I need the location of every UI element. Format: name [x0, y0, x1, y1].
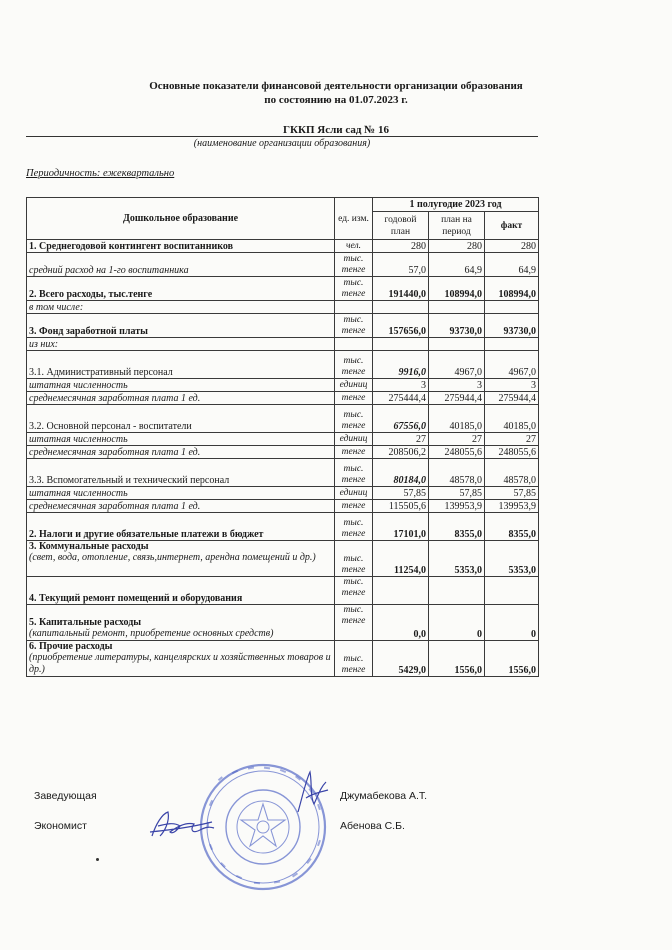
row-fact	[485, 577, 539, 605]
row-annual: 191440,0	[373, 277, 429, 301]
row-unit: тыс. тенге	[335, 513, 373, 541]
ink-dot	[96, 858, 99, 861]
row-fact: 139953,9	[485, 500, 539, 513]
row-label-block	[27, 605, 335, 641]
financial-indicators-table	[26, 197, 539, 677]
row-fact: 1556,0	[485, 641, 539, 677]
row-plan: 0	[429, 605, 485, 641]
row-plan: 1556,0	[429, 641, 485, 677]
table-row	[27, 392, 539, 405]
row-fact: 248055,6	[485, 446, 539, 459]
row-fact: 93730,0	[485, 314, 539, 338]
row-annual: 5429,0	[373, 641, 429, 677]
row-annual: 57,85	[373, 487, 429, 500]
table-row	[27, 446, 539, 459]
row-annual: 27	[373, 433, 429, 446]
row-label: 3.1. Административный персонал	[27, 351, 335, 379]
header-annual-plan: годовой план	[373, 212, 429, 240]
table-row	[27, 500, 539, 513]
row-fact: 64,9	[485, 253, 539, 277]
row-fact: 5353,0	[485, 541, 539, 577]
row-annual: 280	[373, 240, 429, 253]
row-unit: тыс. тенге	[335, 351, 373, 379]
organization-caption: (наименование организации образования)	[193, 138, 371, 149]
row-plan: 4967,0	[429, 351, 485, 379]
row-unit: единиц	[335, 433, 373, 446]
row-plan: 5353,0	[429, 541, 485, 577]
table-row	[27, 487, 539, 500]
table-row	[27, 605, 539, 641]
row-label: штатная численность	[27, 379, 335, 392]
row-label: 4. Текущий ремонт помещений и оборудования	[27, 577, 335, 605]
table-row	[27, 240, 539, 253]
header-unit: ед. изм.	[335, 198, 373, 240]
table-row	[27, 459, 539, 487]
table-row	[27, 577, 539, 605]
row-fact: 108994,0	[485, 277, 539, 301]
row-unit: тенге	[335, 446, 373, 459]
row-plan: 64,9	[429, 253, 485, 277]
row-label: среднемесячная заработная плата 1 ед.	[27, 392, 335, 405]
row-plan: 275944,4	[429, 392, 485, 405]
row-annual	[373, 577, 429, 605]
row-plan: 8355,0	[429, 513, 485, 541]
row-plan: 93730,0	[429, 314, 485, 338]
economist-role-label: Экономист	[34, 820, 87, 832]
row-annual: 67556,0	[373, 405, 429, 433]
row-annual: 11254,0	[373, 541, 429, 577]
row-plan: 248055,6	[429, 446, 485, 459]
row-label: штатная численность	[27, 487, 335, 500]
head-name-label: Джумабекова А.Т.	[340, 790, 428, 802]
row-unit: тыс. тенге	[335, 314, 373, 338]
document-title-line2: по состоянию на 01.07.2023 г.	[264, 94, 408, 106]
row-unit: тыс. тенге	[335, 641, 373, 677]
header-period-plan: план на период	[429, 212, 485, 240]
row-annual: 208506,2	[373, 446, 429, 459]
table-row	[27, 379, 539, 392]
row-label: 3.2. Основной персонал - воспитатели	[27, 405, 335, 433]
row-annual: 9916,0	[373, 351, 429, 379]
organization-name: ГККП Ясли сад № 16	[283, 124, 389, 136]
row-unit: единиц	[335, 379, 373, 392]
row-label: 1. Среднегодовой контингент воспитанников	[27, 240, 335, 253]
row-unit: тенге	[335, 500, 373, 513]
row-fact: 27	[485, 433, 539, 446]
row-fact: 280	[485, 240, 539, 253]
row-fact: 57,85	[485, 487, 539, 500]
row-annual: 3	[373, 379, 429, 392]
row-unit: тыс. тенге	[335, 541, 373, 577]
row-annual: 157656,0	[373, 314, 429, 338]
table-row	[27, 513, 539, 541]
table-row	[27, 541, 539, 577]
row-fact: 8355,0	[485, 513, 539, 541]
header-category: Дошкольное образование	[27, 198, 335, 240]
row-plan: 280	[429, 240, 485, 253]
row-label: среднемесячная заработная плата 1 ед.	[27, 500, 335, 513]
row-plan: 108994,0	[429, 277, 485, 301]
row-label: 2. Всего расходы, тыс.тенге	[27, 277, 335, 301]
row-fact: 4967,0	[485, 351, 539, 379]
head-role-label: Заведующая	[34, 790, 97, 802]
row-sublabel: (свет, вода, отопление, связь,интернет, арендна помещений и др.)	[29, 552, 316, 563]
organization-underline	[26, 136, 538, 137]
row-sublabel: (приобретение литературы, канцелярских и хозяйственных товаров и др.)	[29, 652, 331, 675]
row-plan: 57,85	[429, 487, 485, 500]
row-fact: 48578,0	[485, 459, 539, 487]
table-row	[27, 405, 539, 433]
row-annual: 57,0	[373, 253, 429, 277]
row-label: средний расход на 1-го воспитанника	[27, 253, 335, 277]
row-annual: 115505,6	[373, 500, 429, 513]
row-label: 3. Коммунальные расходы	[29, 541, 149, 552]
row-plan: 3	[429, 379, 485, 392]
row-label: 6. Прочие расходы	[29, 641, 113, 652]
row-annual: 17101,0	[373, 513, 429, 541]
table-row	[27, 351, 539, 379]
row-label: 2. Налоги и другие обязательные платежи в бюджет	[27, 513, 335, 541]
row-label-block	[27, 541, 335, 577]
row-fact: 3	[485, 379, 539, 392]
row-unit: чел.	[335, 240, 373, 253]
table-row	[27, 253, 539, 277]
row-plan	[429, 577, 485, 605]
row-label: штатная численность	[27, 433, 335, 446]
row-label: из них:	[27, 338, 335, 351]
row-label: в том числе:	[27, 301, 335, 314]
document-title-line1: Основные показатели финансовой деятельности организации образования	[149, 80, 523, 92]
row-annual: 275444,4	[373, 392, 429, 405]
row-label: среднемесячная заработная плата 1 ед.	[27, 446, 335, 459]
row-unit: тыс. тенге	[335, 405, 373, 433]
economist-signature-icon	[148, 808, 218, 842]
table-row	[27, 338, 539, 351]
header-fact: факт	[485, 212, 539, 240]
row-fact: 0	[485, 605, 539, 641]
row-unit: тыс. тенге	[335, 459, 373, 487]
row-plan: 40185,0	[429, 405, 485, 433]
row-annual: 0,0	[373, 605, 429, 641]
table-row	[27, 641, 539, 677]
row-unit: тенге	[335, 392, 373, 405]
row-label: 3. Фонд заработной платы	[27, 314, 335, 338]
row-unit: тыс. тенге	[335, 577, 373, 605]
row-label: 3.3. Вспомогательный и технический персонал	[27, 459, 335, 487]
row-unit: тыс. тенге	[335, 605, 373, 641]
row-label-block	[27, 641, 335, 677]
header-period: 1 полугодие 2023 год	[373, 198, 539, 212]
table-row	[27, 277, 539, 301]
row-unit: единиц	[335, 487, 373, 500]
table-row	[27, 301, 539, 314]
row-plan: 48578,0	[429, 459, 485, 487]
row-annual: 80184,0	[373, 459, 429, 487]
row-fact: 275944,4	[485, 392, 539, 405]
row-fact: 40185,0	[485, 405, 539, 433]
row-sublabel: (капитальный ремонт, приобретение основных средств)	[29, 628, 274, 639]
table-row	[27, 314, 539, 338]
row-plan: 27	[429, 433, 485, 446]
row-label: 5. Капитальные расходы	[29, 617, 142, 628]
row-unit: тыс. тенге	[335, 253, 373, 277]
table-row	[27, 433, 539, 446]
head-signature-icon	[292, 768, 332, 818]
periodicity-label: Периодичность: ежеквартально	[26, 168, 175, 179]
economist-name-label: Абенова С.Б.	[340, 820, 405, 832]
row-plan: 139953,9	[429, 500, 485, 513]
row-unit: тыс. тенге	[335, 277, 373, 301]
